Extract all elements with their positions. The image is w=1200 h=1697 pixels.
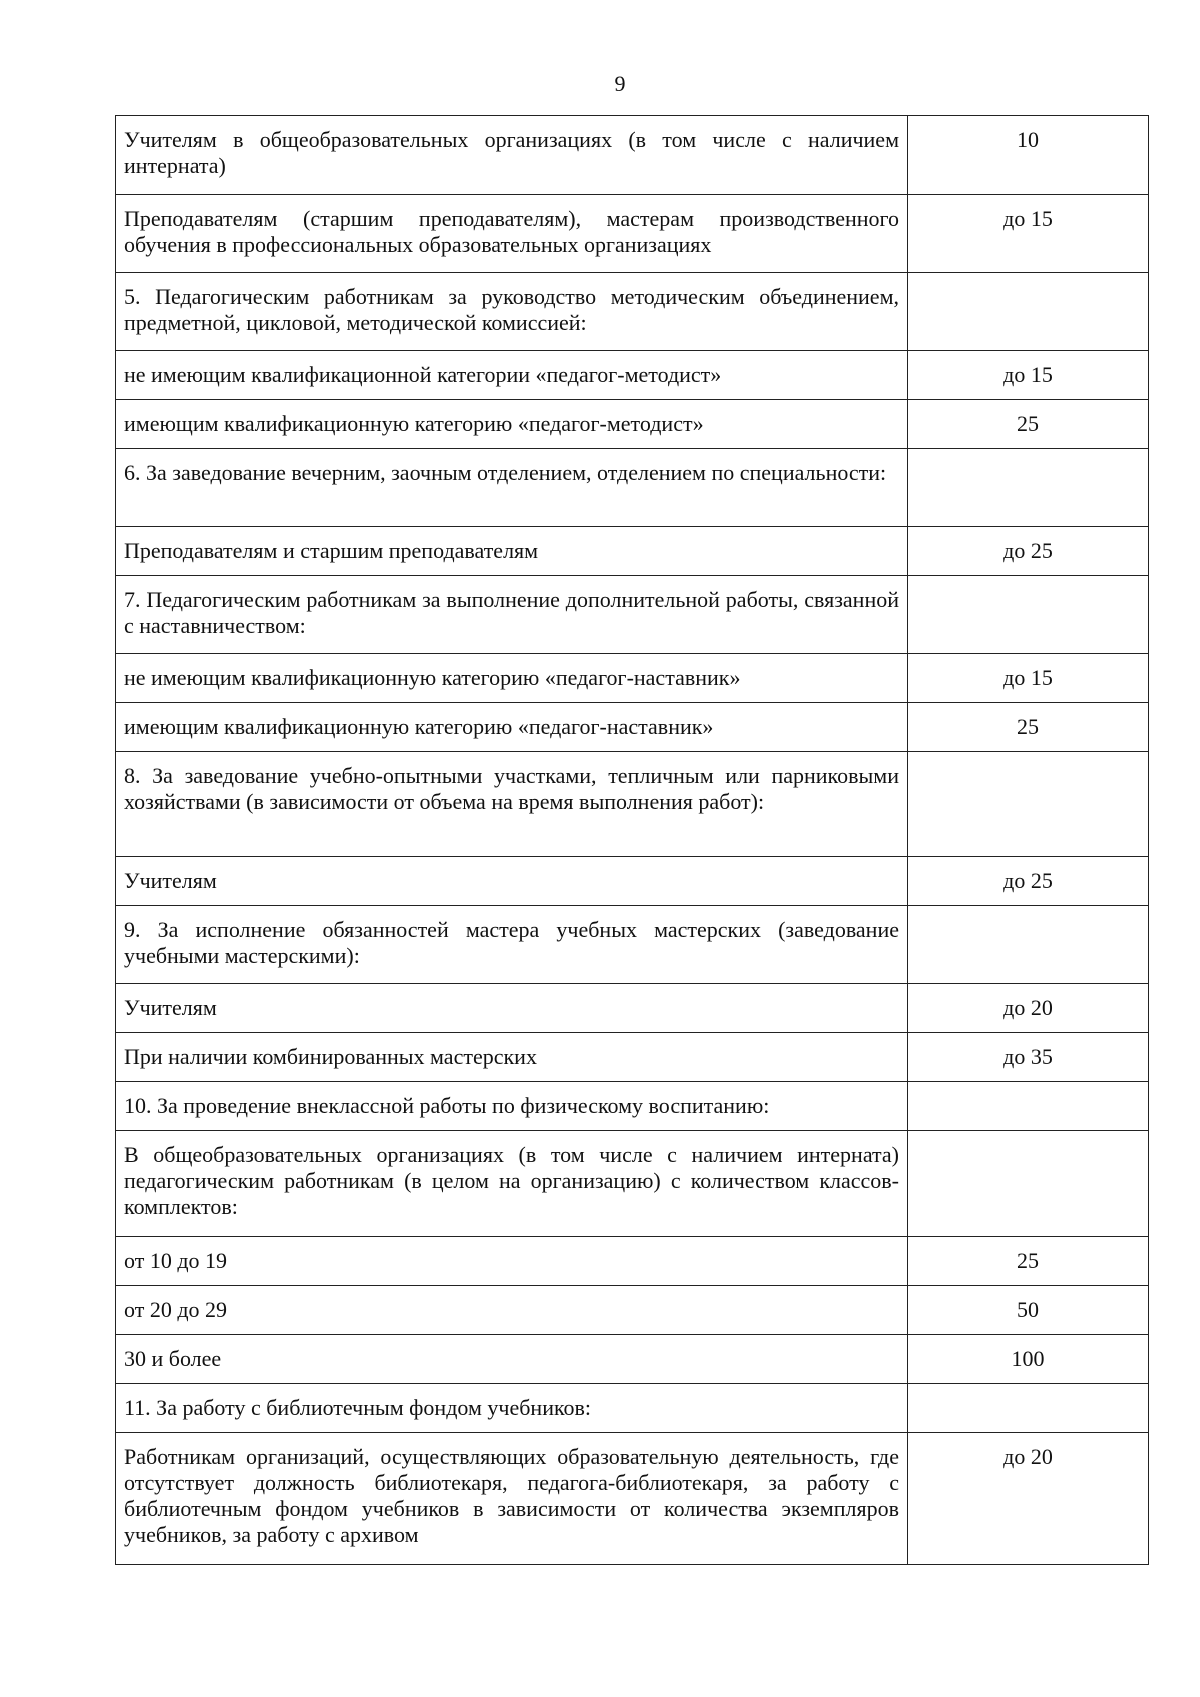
table-row	[116, 1335, 1149, 1384]
row-value	[908, 1384, 1149, 1433]
row-value: до 15	[908, 654, 1149, 703]
table-row	[116, 527, 1149, 576]
row-text: 8. За заведование учебно-опытными участками, тепличным или парниковыми хозяйствами (в зависимости от объема на время выполнения работ):	[116, 752, 908, 857]
row-value	[908, 576, 1149, 654]
row-value: до 20	[908, 1433, 1149, 1565]
row-text: Учителям	[116, 857, 908, 906]
table-row	[116, 857, 1149, 906]
row-text: Учителям	[116, 984, 908, 1033]
row-text: 5. Педагогическим работникам за руководство методическим объединением, предметной, цикловой, методической комиссией:	[116, 273, 908, 351]
table-row	[116, 1237, 1149, 1286]
row-value: 25	[908, 1237, 1149, 1286]
table-row	[116, 576, 1149, 654]
table-row	[116, 400, 1149, 449]
row-value	[908, 273, 1149, 351]
row-text: Учителям в общеобразовательных организациях (в том числе с наличием интерната)	[116, 116, 908, 195]
row-text: не имеющим квалификационной категории «педагог-методист»	[116, 351, 908, 400]
table-row	[116, 273, 1149, 351]
row-value: 25	[908, 703, 1149, 752]
page-number: 9	[614, 71, 626, 96]
row-text: 11. За работу с библиотечным фондом учебников:	[116, 1384, 908, 1433]
row-text: Работникам организаций, осуществляющих образовательную деятельность, где отсутствует должность библиотекаря, педагога-библиотекаря, за работу с библиотечным фондом учебников в зависимости от количества экземпляров учебников, за работу с архивом	[116, 1433, 908, 1565]
table-row	[116, 351, 1149, 400]
row-value	[908, 906, 1149, 984]
table-row	[116, 1384, 1149, 1433]
row-text: от 10 до 19	[116, 1237, 908, 1286]
table-row	[116, 195, 1149, 273]
table-row	[116, 984, 1149, 1033]
row-value: 10	[908, 116, 1149, 195]
row-value: 50	[908, 1286, 1149, 1335]
table-row	[116, 1131, 1149, 1237]
row-text: Преподавателям и старшим преподавателям	[116, 527, 908, 576]
row-value: до 25	[908, 857, 1149, 906]
row-text: 6. За заведование вечерним, заочным отделением, отделением по специальности:	[116, 449, 908, 527]
row-value	[908, 449, 1149, 527]
row-value: 100	[908, 1335, 1149, 1384]
row-text: от 20 до 29	[116, 1286, 908, 1335]
table-row	[116, 1286, 1149, 1335]
table-row	[116, 116, 1149, 195]
table-row	[116, 752, 1149, 857]
row-text: не имеющим квалификационную категорию «педагог-наставник»	[116, 654, 908, 703]
row-text: имеющим квалификационную категорию «педагог-наставник»	[116, 703, 908, 752]
table-row	[116, 654, 1149, 703]
row-value: до 35	[908, 1033, 1149, 1082]
row-value: до 15	[908, 195, 1149, 273]
allowance-table	[115, 115, 1149, 1565]
row-value	[908, 1082, 1149, 1131]
table-row	[116, 1082, 1149, 1131]
row-text: 30 и более	[116, 1335, 908, 1384]
table-row	[116, 703, 1149, 752]
row-value: до 15	[908, 351, 1149, 400]
row-value: 25	[908, 400, 1149, 449]
row-text: Преподавателям (старшим преподавателям), мастерам производственного обучения в профессиональных образовательных организациях	[116, 195, 908, 273]
row-value: до 25	[908, 527, 1149, 576]
table-row	[116, 449, 1149, 527]
row-text: 9. За исполнение обязанностей мастера учебных мастерских (заведование учебными мастерскими):	[116, 906, 908, 984]
row-text: В общеобразовательных организациях (в том числе с наличием интерната) педагогическим работникам (в целом на организацию) с количеством классов-комплектов:	[116, 1131, 908, 1237]
row-value	[908, 752, 1149, 857]
table-row	[116, 1433, 1149, 1565]
row-text: имеющим квалификационную категорию «педагог-методист»	[116, 400, 908, 449]
row-text: При наличии комбинированных мастерских	[116, 1033, 908, 1082]
row-value	[908, 1131, 1149, 1237]
table-row	[116, 1033, 1149, 1082]
row-text: 7. Педагогическим работникам за выполнение дополнительной работы, связанной с наставничеством:	[116, 576, 908, 654]
row-value: до 20	[908, 984, 1149, 1033]
row-text: 10. За проведение внеклассной работы по физическому воспитанию:	[116, 1082, 908, 1131]
table-row	[116, 906, 1149, 984]
